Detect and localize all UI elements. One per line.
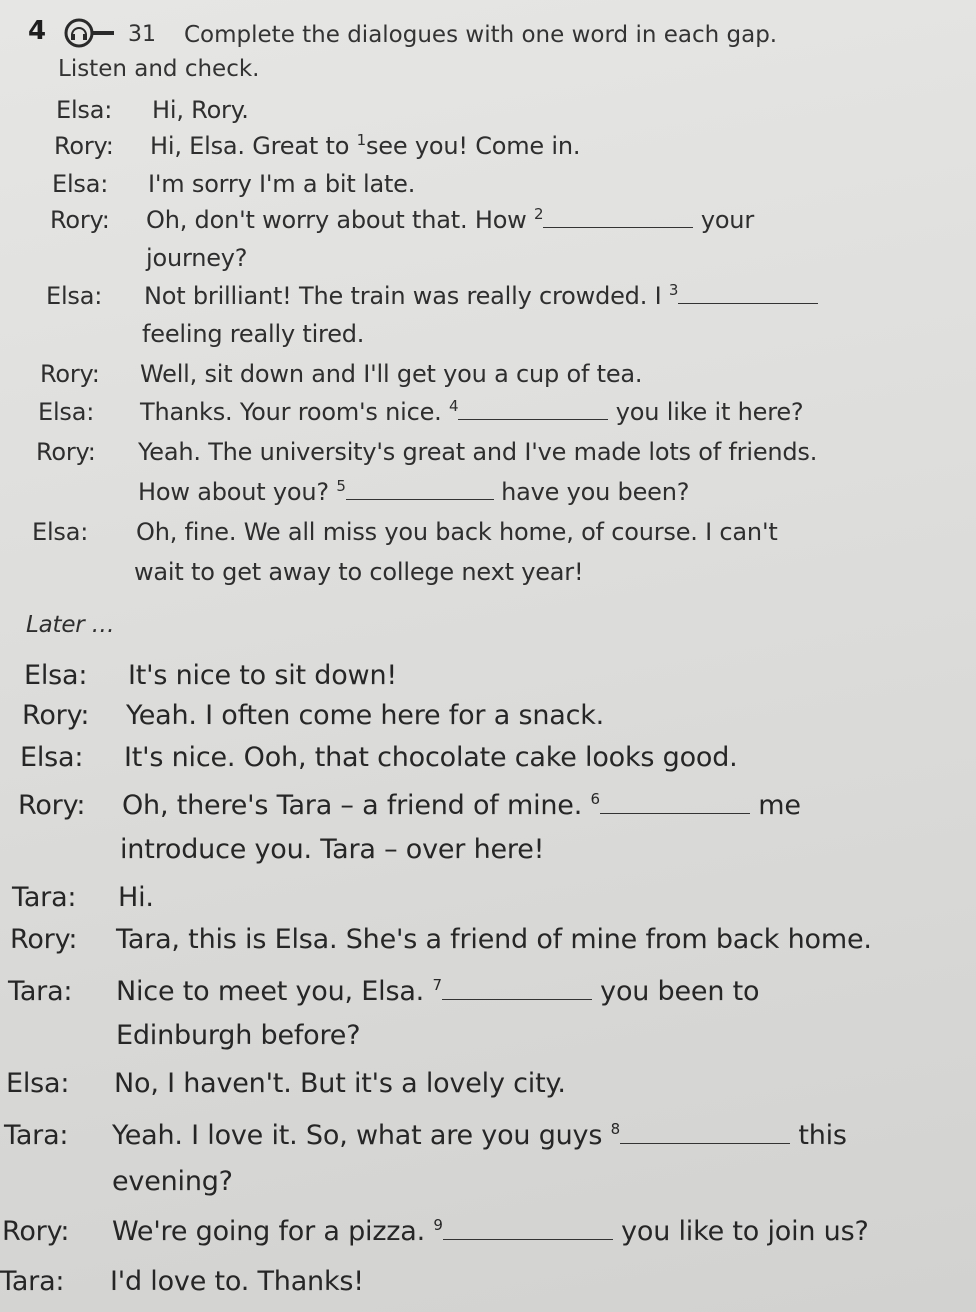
speaker-label: Elsa: xyxy=(24,660,88,691)
line-text: Hi. xyxy=(118,882,154,913)
dialogue-line xyxy=(120,834,544,865)
speaker-label: Rory: xyxy=(36,438,96,466)
answer-gap[interactable] xyxy=(620,1139,790,1144)
gap-number: 2 xyxy=(534,205,544,223)
line-text: me xyxy=(749,790,801,821)
gap-number: 1 xyxy=(356,131,366,149)
dialogue-line xyxy=(4,1120,847,1151)
instruction: Complete the dialogues with one word in each gap. xyxy=(184,22,778,48)
dialogue-line xyxy=(146,244,247,272)
answer-gap[interactable] xyxy=(678,299,818,304)
line-text: Oh, fine. We all miss you back home, of course. I can't xyxy=(136,518,778,546)
dialogue-line xyxy=(20,742,738,773)
dialogue-line xyxy=(36,438,817,466)
dialogue-line xyxy=(32,518,778,546)
dialogue-line xyxy=(142,320,364,348)
dialogue-line xyxy=(116,1020,360,1051)
line-text: How about you? xyxy=(138,478,337,506)
dialogue-line xyxy=(46,282,818,310)
gap-number: 5 xyxy=(336,477,346,495)
dialogue-line xyxy=(2,1216,869,1247)
speaker-label: Tara: xyxy=(0,1266,65,1297)
line-text: journey? xyxy=(146,244,248,272)
gap-number: 7 xyxy=(432,976,442,994)
speaker-label: Elsa: xyxy=(52,170,109,198)
speaker-label: Elsa: xyxy=(38,398,95,426)
exercise-number: 4 xyxy=(28,16,47,46)
speaker-label: Rory: xyxy=(2,1216,70,1247)
track-number: 31 xyxy=(128,22,156,47)
speaker-label: Elsa: xyxy=(6,1068,70,1099)
line-text: Hi, Rory. xyxy=(152,96,249,124)
line-text: your xyxy=(693,206,754,234)
headphones-icon xyxy=(62,18,122,48)
line-text: I'd love to. Thanks! xyxy=(110,1266,364,1297)
dialogue-line xyxy=(138,478,689,506)
line-text: Nice to meet you, Elsa. xyxy=(116,976,433,1007)
line-text: you like to join us? xyxy=(612,1216,869,1247)
line-text: Edinburgh before? xyxy=(116,1020,361,1051)
line-text: you like it here? xyxy=(608,398,804,426)
answer-gap[interactable] xyxy=(442,995,592,1000)
dialogue-line xyxy=(10,924,872,955)
answer-gap[interactable] xyxy=(443,1235,613,1240)
speaker-label: Elsa: xyxy=(20,742,84,773)
speaker-label: Elsa: xyxy=(46,282,103,310)
answer-gap[interactable] xyxy=(346,495,494,500)
speaker-label: Tara: xyxy=(4,1120,69,1151)
dialogue-line xyxy=(18,790,801,821)
line-text: It's nice to sit down! xyxy=(128,660,397,691)
line-text: We're going for a pizza. xyxy=(112,1216,434,1247)
dialogue-line xyxy=(0,1266,364,1297)
speaker-label: Rory: xyxy=(54,132,114,160)
dialogue-line xyxy=(54,132,580,160)
answer-gap[interactable] xyxy=(543,223,693,228)
gap-number: 6 xyxy=(590,790,600,808)
answer-gap[interactable] xyxy=(600,809,750,814)
line-text: Well, sit down and I'll get you a cup of tea. xyxy=(140,360,643,388)
line-text: Hi, Elsa. Great to xyxy=(150,132,357,160)
speaker-label: Elsa: xyxy=(56,96,113,124)
line-text: Yeah. I love it. So, what are you guys xyxy=(112,1120,611,1151)
dialogue-line xyxy=(56,96,249,124)
dialogue-line xyxy=(40,360,642,388)
dialogue-line xyxy=(8,976,759,1007)
line-text: Yeah. The university's great and I've made lots of friends. xyxy=(138,438,818,466)
dialogue-line xyxy=(6,1068,566,1099)
dialogue-line xyxy=(112,1166,233,1197)
instruction-line-2: Listen and check. xyxy=(58,56,260,82)
line-text: Not brilliant! The train was really crowded. I xyxy=(144,282,669,310)
line-text: Oh, don't worry about that. How xyxy=(146,206,535,234)
later-label: Later … xyxy=(26,612,115,638)
speaker-label: Rory: xyxy=(50,206,110,234)
speaker-label: Rory: xyxy=(10,924,78,955)
line-text: introduce you. Tara – over here! xyxy=(120,834,545,865)
line-text: have you been? xyxy=(493,478,690,506)
gap-number: 9 xyxy=(433,1216,443,1234)
line-text: wait to get away to college next year! xyxy=(134,558,584,586)
speaker-label: Rory: xyxy=(18,790,86,821)
dialogue-line xyxy=(52,170,415,198)
answer-gap[interactable] xyxy=(458,415,608,420)
dialogue-line xyxy=(12,882,154,913)
line-text: I'm sorry I'm a bit late. xyxy=(148,170,416,198)
speaker-label: Rory: xyxy=(40,360,100,388)
exercise-header xyxy=(28,14,958,84)
line-text: evening? xyxy=(112,1166,233,1197)
line-text: Yeah. I often come here for a snack. xyxy=(126,700,605,731)
line-text: No, I haven't. But it's a lovely city. xyxy=(114,1068,566,1099)
speaker-label: Elsa: xyxy=(32,518,89,546)
dialogue-line xyxy=(50,206,754,234)
speaker-label: Tara: xyxy=(8,976,73,1007)
line-text: Tara, this is Elsa. She's a friend of mine from back home. xyxy=(116,924,872,955)
gap-number: 3 xyxy=(668,281,679,299)
line-text: Thanks. Your room's nice. xyxy=(140,398,450,426)
example-answer: see xyxy=(366,132,408,160)
line-text: It's nice. Ooh, that chocolate cake looks good. xyxy=(124,742,738,773)
line-text: you been to xyxy=(591,976,760,1007)
speaker-label: Tara: xyxy=(12,882,77,913)
line-text: feeling really tired. xyxy=(142,320,365,348)
dialogue-line xyxy=(134,558,583,586)
line-text: this xyxy=(789,1120,847,1151)
dialogue-line xyxy=(38,398,803,426)
gap-number: 8 xyxy=(610,1120,620,1138)
gap-number: 4 xyxy=(449,397,459,415)
dialogue-line xyxy=(22,700,604,731)
dialogue-line xyxy=(24,660,397,691)
line-text: Oh, there's Tara – a friend of mine. xyxy=(122,790,591,821)
line-text: you! Come in. xyxy=(407,132,581,160)
speaker-label: Rory: xyxy=(22,700,90,731)
